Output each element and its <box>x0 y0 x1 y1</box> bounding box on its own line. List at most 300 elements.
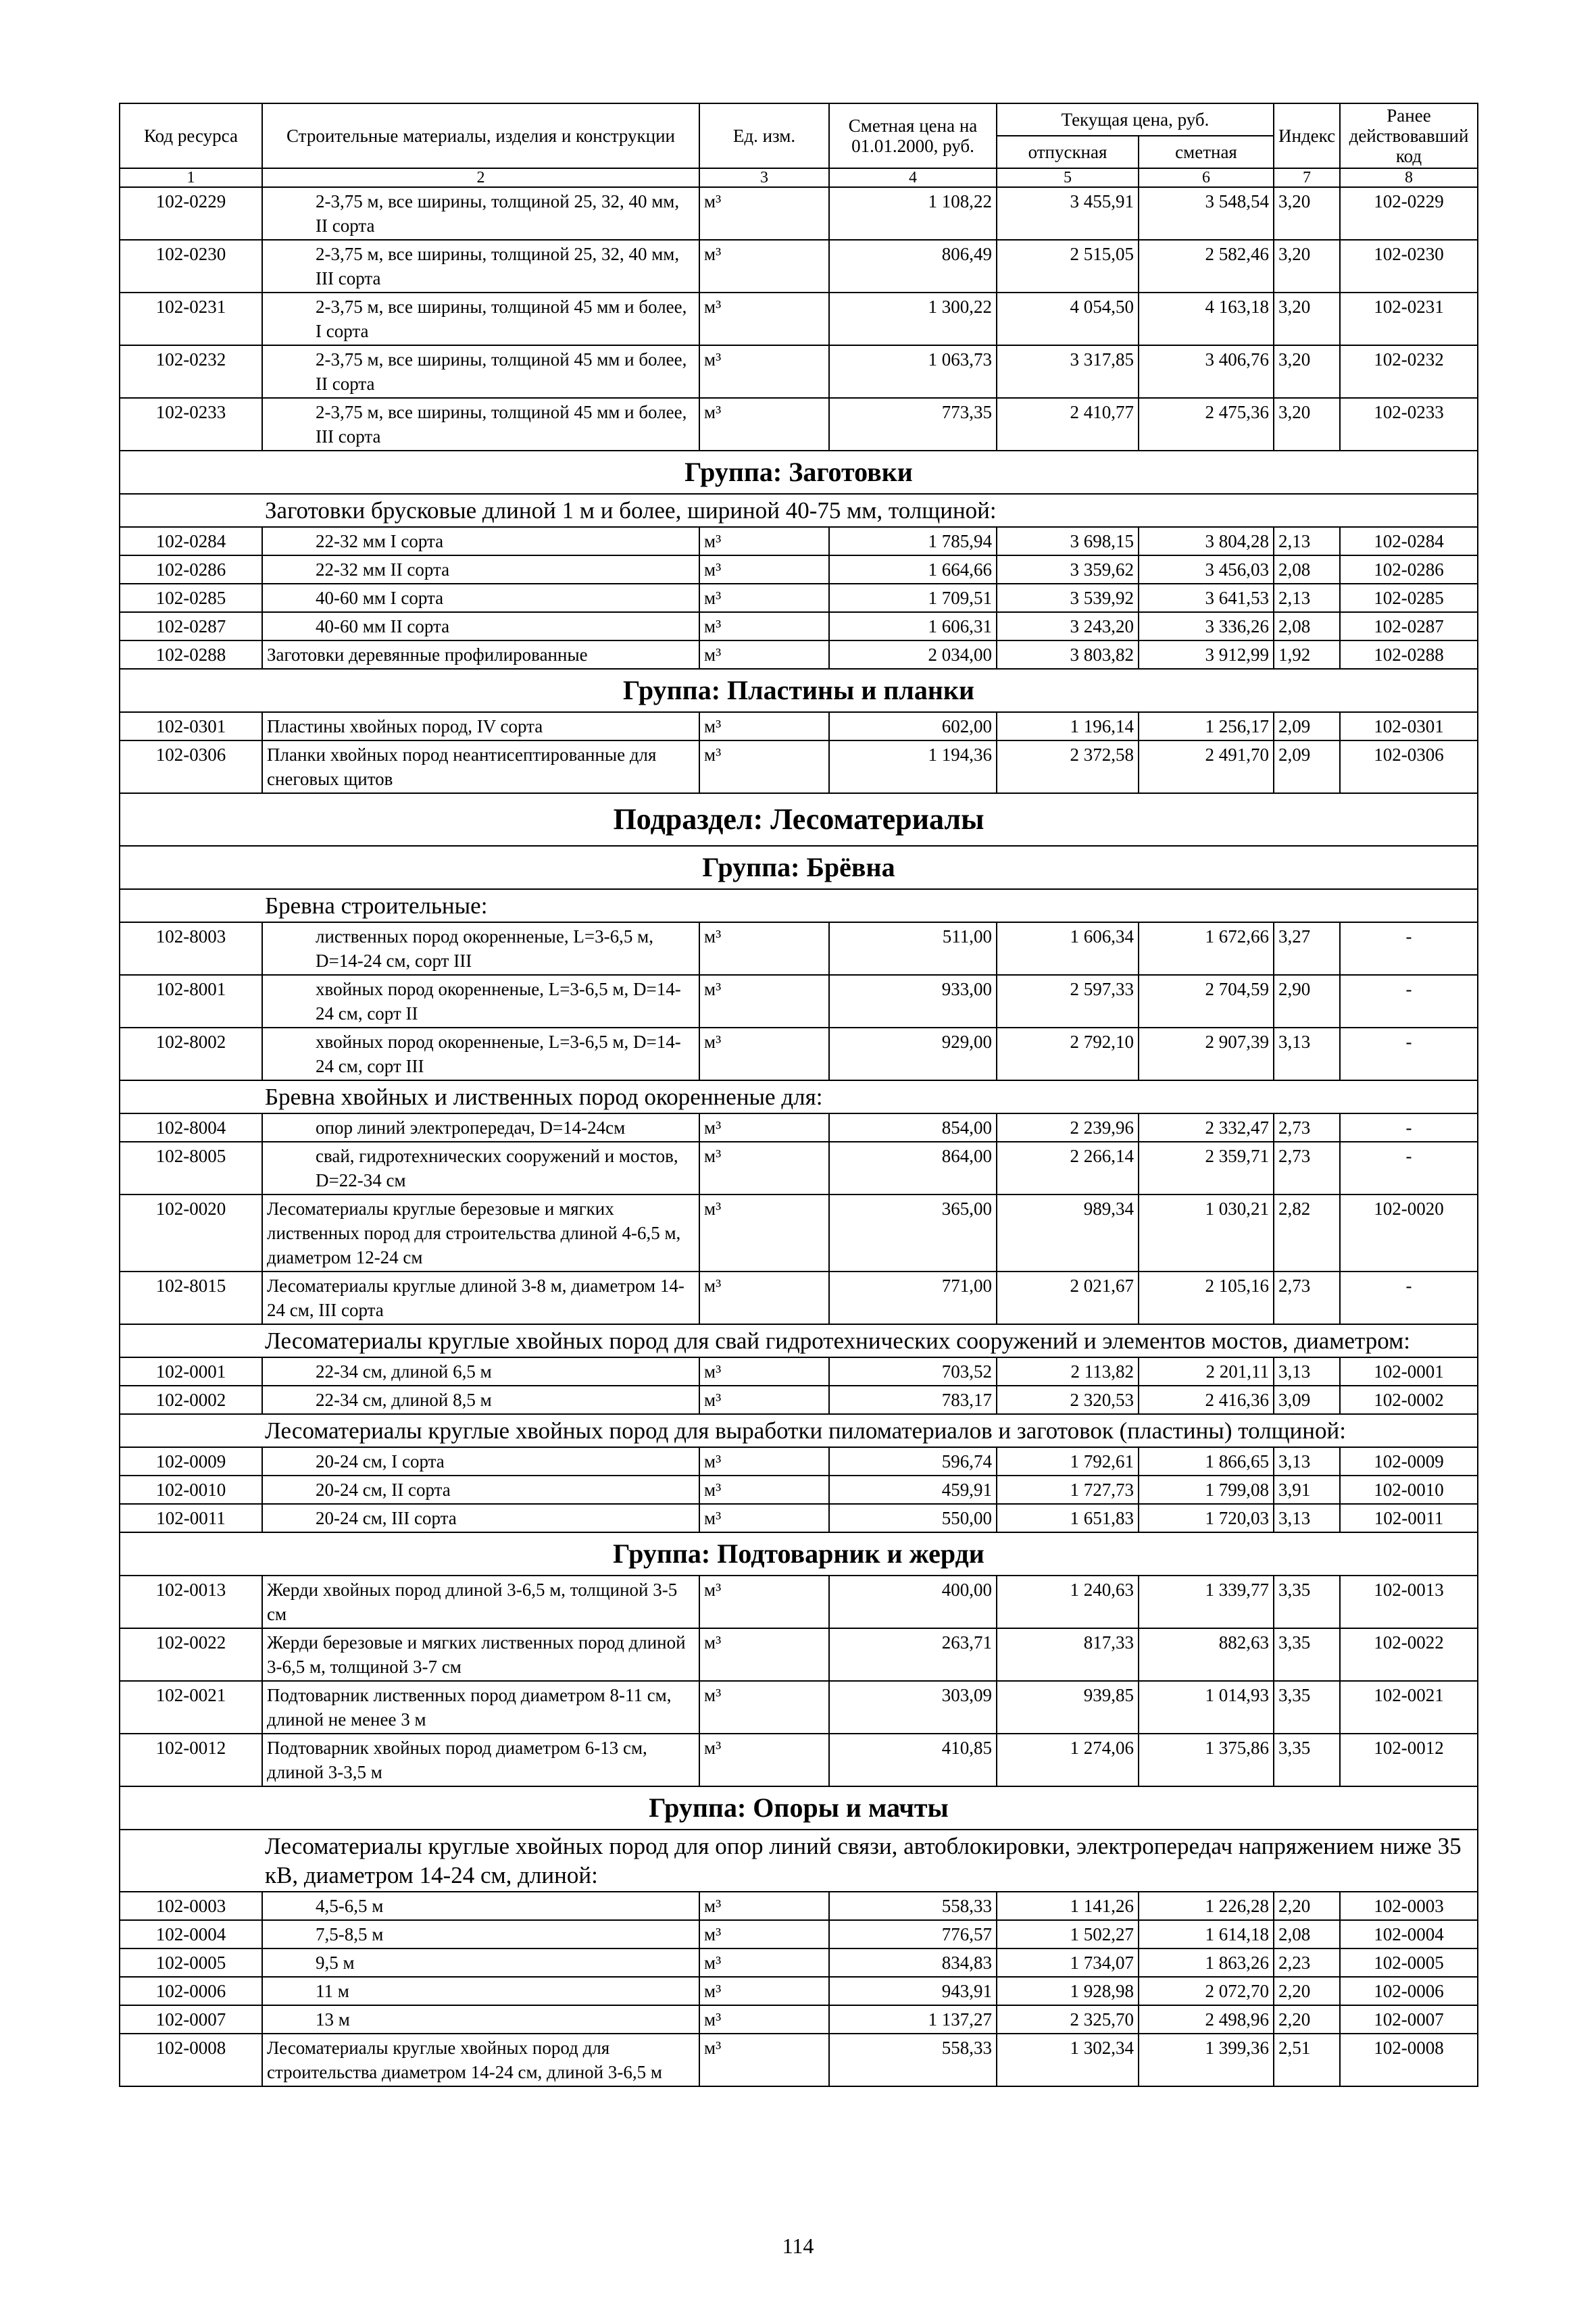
release-price: 1 928,98 <box>997 1977 1139 2005</box>
base-price: 303,09 <box>829 1681 997 1734</box>
header-base-price: Сметная цена на 01.01.2000, руб. <box>829 103 997 168</box>
base-price: 596,74 <box>829 1447 997 1476</box>
material-name <box>262 1476 699 1504</box>
group-heading: Группа: Подтоварник и жерди <box>120 1532 1478 1576</box>
estimate-price: 2 072,70 <box>1139 1977 1274 2005</box>
base-price: 1 137,27 <box>829 2005 997 2034</box>
price-index: 3,13 <box>1274 1447 1340 1476</box>
base-price: 771,00 <box>829 1272 997 1324</box>
price-index: 3,20 <box>1274 187 1340 240</box>
table-row <box>120 1977 1478 2005</box>
release-price: 1 734,07 <box>997 1948 1139 1977</box>
table-row <box>120 975 1478 1028</box>
material-name <box>262 1386 699 1414</box>
material-name-text: 4,5-6,5 м <box>316 1896 384 1916</box>
material-name <box>262 2034 699 2086</box>
unit-cell: м³ <box>699 1476 829 1504</box>
release-price: 2 515,05 <box>997 240 1139 293</box>
table-row <box>120 1734 1478 1786</box>
price-index: 3,13 <box>1274 1357 1340 1386</box>
previous-code: 102-0005 <box>1340 1948 1478 1977</box>
release-price: 1 141,26 <box>997 1892 1139 1920</box>
resource-code: 102-0013 <box>120 1576 262 1628</box>
group-heading: Группа: Опоры и мачты <box>120 1786 1478 1830</box>
table-row <box>120 1681 1478 1734</box>
table-row <box>120 1576 1478 1628</box>
base-price: 854,00 <box>829 1113 997 1142</box>
table-row <box>120 612 1478 640</box>
unit-cell: м³ <box>699 612 829 640</box>
material-name <box>262 1113 699 1142</box>
previous-code: 102-0288 <box>1340 640 1478 669</box>
estimate-price: 1 256,17 <box>1139 712 1274 740</box>
unit-cell: м³ <box>699 1734 829 1786</box>
material-name-text: 20-24 см, I сорта <box>316 1451 445 1472</box>
unit-cell: м³ <box>699 584 829 612</box>
estimate-price: 2 582,46 <box>1139 240 1274 293</box>
material-name-text: 22-34 см, длиной 6,5 м <box>316 1361 492 1382</box>
table-row <box>120 922 1478 975</box>
resource-code: 102-0002 <box>120 1386 262 1414</box>
price-index: 3,35 <box>1274 1576 1340 1628</box>
unit-cell: м³ <box>699 1447 829 1476</box>
unit-cell: м³ <box>699 1113 829 1142</box>
previous-code: 102-0001 <box>1340 1357 1478 1386</box>
material-name-text: Планки хвойных пород неантисептированные для снеговых щитов <box>267 745 657 789</box>
estimate-price: 3 912,99 <box>1139 640 1274 669</box>
estimate-price: 1 799,08 <box>1139 1476 1274 1504</box>
previous-code: 102-0020 <box>1340 1194 1478 1272</box>
price-index: 2,90 <box>1274 975 1340 1028</box>
base-price: 943,91 <box>829 1977 997 2005</box>
table-row <box>120 240 1478 293</box>
previous-code: 102-0233 <box>1340 398 1478 451</box>
material-name <box>262 712 699 740</box>
material-name <box>262 1681 699 1734</box>
material-name <box>262 1977 699 2005</box>
release-price: 4 054,50 <box>997 293 1139 345</box>
caption-text: Лесоматериалы круглые хвойных пород для опор линий связи, автоблокировки, электропередач напряжением ниже 35 кВ, диаметром 14-24 см, длиной: <box>120 1830 1478 1892</box>
unit-cell: м³ <box>699 1272 829 1324</box>
base-price: 834,83 <box>829 1948 997 1977</box>
previous-code: - <box>1340 922 1478 975</box>
group-heading-row <box>120 669 1478 712</box>
header-release-price: отпускная <box>997 136 1139 168</box>
previous-code: 102-0012 <box>1340 1734 1478 1786</box>
estimate-price: 882,63 <box>1139 1628 1274 1681</box>
material-name <box>262 1504 699 1532</box>
price-index: 2,13 <box>1274 527 1340 555</box>
material-name-text: хвойных пород окоренненые, L=3-6,5 м, D=14-24 см, сорт II <box>316 979 681 1024</box>
material-name-text: Жерди березовые и мягких лиственных пород длиной 3-6,5 м, толщиной 3-7 см <box>267 1632 686 1677</box>
unit-cell: м³ <box>699 712 829 740</box>
previous-code: 102-0287 <box>1340 612 1478 640</box>
base-price: 365,00 <box>829 1194 997 1272</box>
material-name-text: 20-24 см, III сорта <box>316 1508 457 1528</box>
table-row <box>120 740 1478 793</box>
material-name <box>262 2005 699 2034</box>
subsection-heading-row <box>120 793 1478 846</box>
resource-code: 102-0230 <box>120 240 262 293</box>
price-index: 2,08 <box>1274 1920 1340 1948</box>
caption-text: Заготовки брусковые длиной 1 м и более, шириной 40-75 мм, толщиной: <box>120 494 1478 527</box>
column-number: 7 <box>1274 168 1340 187</box>
base-price: 703,52 <box>829 1357 997 1386</box>
unit-cell: м³ <box>699 922 829 975</box>
release-price: 1 502,27 <box>997 1920 1139 1948</box>
estimate-price: 2 416,36 <box>1139 1386 1274 1414</box>
resource-code: 102-0287 <box>120 612 262 640</box>
material-name-text: 7,5-8,5 м <box>316 1924 384 1944</box>
previous-code: - <box>1340 1028 1478 1080</box>
unit-cell: м³ <box>699 1920 829 1948</box>
estimate-price: 2 491,70 <box>1139 740 1274 793</box>
unit-cell: м³ <box>699 1576 829 1628</box>
caption-row <box>120 1324 1478 1357</box>
price-index: 3,20 <box>1274 240 1340 293</box>
release-price: 1 274,06 <box>997 1734 1139 1786</box>
material-name-text: 9,5 м <box>316 1953 355 1973</box>
unit-cell: м³ <box>699 187 829 240</box>
material-name <box>262 1628 699 1681</box>
column-number: 2 <box>262 168 699 187</box>
column-number: 5 <box>997 168 1139 187</box>
base-price: 410,85 <box>829 1734 997 1786</box>
price-index: 3,20 <box>1274 398 1340 451</box>
material-name <box>262 555 699 584</box>
estimate-price: 2 332,47 <box>1139 1113 1274 1142</box>
resource-code: 102-0004 <box>120 1920 262 1948</box>
release-price: 3 698,15 <box>997 527 1139 555</box>
release-price: 1 240,63 <box>997 1576 1139 1628</box>
resource-code: 102-0285 <box>120 584 262 612</box>
base-price: 550,00 <box>829 1504 997 1532</box>
previous-code: 102-0010 <box>1340 1476 1478 1504</box>
material-name-text: 22-32 мм II сорта <box>316 559 450 580</box>
previous-code: 102-0230 <box>1340 240 1478 293</box>
table-row <box>120 1948 1478 1977</box>
estimate-price: 3 456,03 <box>1139 555 1274 584</box>
table-row <box>120 293 1478 345</box>
material-name <box>262 527 699 555</box>
estimate-price: 1 030,21 <box>1139 1194 1274 1272</box>
resource-code: 102-8003 <box>120 922 262 975</box>
material-name-text: 2-3,75 м, все ширины, толщиной 45 мм и более, III сорта <box>316 402 687 447</box>
material-name-text: 20-24 см, II сорта <box>316 1480 451 1500</box>
price-index: 3,13 <box>1274 1028 1340 1080</box>
release-price: 2 597,33 <box>997 975 1139 1028</box>
price-index: 2,73 <box>1274 1113 1340 1142</box>
material-name-text: опор линий электропередач, D=14-24см <box>316 1117 626 1138</box>
material-name <box>262 1948 699 1977</box>
estimate-price: 3 641,53 <box>1139 584 1274 612</box>
material-name <box>262 922 699 975</box>
price-index: 2,09 <box>1274 712 1340 740</box>
group-heading: Группа: Заготовки <box>120 451 1478 494</box>
estimate-price: 1 672,66 <box>1139 922 1274 975</box>
header-name: Строительные материалы, изделия и конструкции <box>262 103 699 168</box>
previous-code: 102-0286 <box>1340 555 1478 584</box>
material-name-text: 22-34 см, длиной 8,5 м <box>316 1390 492 1410</box>
previous-code: 102-0006 <box>1340 1977 1478 2005</box>
resource-code: 102-0286 <box>120 555 262 584</box>
base-price: 1 108,22 <box>829 187 997 240</box>
header-estimate-price: сметная <box>1139 136 1274 168</box>
material-name <box>262 975 699 1028</box>
previous-code: 102-0008 <box>1340 2034 1478 2086</box>
price-index: 2,73 <box>1274 1272 1340 1324</box>
resource-code: 102-0288 <box>120 640 262 669</box>
table-row <box>120 584 1478 612</box>
previous-code: 102-0003 <box>1340 1892 1478 1920</box>
base-price: 783,17 <box>829 1386 997 1414</box>
release-price: 989,34 <box>997 1194 1139 1272</box>
price-index: 3,20 <box>1274 293 1340 345</box>
release-price: 1 651,83 <box>997 1504 1139 1532</box>
release-price: 2 410,77 <box>997 398 1139 451</box>
estimate-price: 2 201,11 <box>1139 1357 1274 1386</box>
price-index: 3,35 <box>1274 1681 1340 1734</box>
resource-code: 102-8002 <box>120 1028 262 1080</box>
resource-code: 102-8004 <box>120 1113 262 1142</box>
release-price: 2 113,82 <box>997 1357 1139 1386</box>
estimate-price: 1 375,86 <box>1139 1734 1274 1786</box>
table-row <box>120 398 1478 451</box>
table-row <box>120 1920 1478 1948</box>
previous-code: 102-0301 <box>1340 712 1478 740</box>
caption-text: Бревна строительные: <box>120 889 1478 922</box>
group-heading-row <box>120 1532 1478 1576</box>
column-number: 1 <box>120 168 262 187</box>
table-row <box>120 1272 1478 1324</box>
unit-cell: м³ <box>699 1142 829 1194</box>
estimate-price: 1 014,93 <box>1139 1681 1274 1734</box>
estimate-price: 3 548,54 <box>1139 187 1274 240</box>
previous-code: 102-0002 <box>1340 1386 1478 1414</box>
material-name-text: Подтоварник хвойных пород диаметром 6-13 см, длиной 3-3,5 м <box>267 1738 647 1782</box>
price-index: 2,20 <box>1274 2005 1340 2034</box>
resource-code: 102-0231 <box>120 293 262 345</box>
caption-text: Лесоматериалы круглые хвойных пород для свай гидротехнических сооружений и элементов мостов, диаметром: <box>120 1324 1478 1357</box>
release-price: 2 372,58 <box>997 740 1139 793</box>
resource-code: 102-0005 <box>120 1948 262 1977</box>
resource-code: 102-0001 <box>120 1357 262 1386</box>
resource-code: 102-0301 <box>120 712 262 740</box>
material-name <box>262 640 699 669</box>
table-row <box>120 187 1478 240</box>
table-row <box>120 1357 1478 1386</box>
price-index: 2,20 <box>1274 1892 1340 1920</box>
unit-cell: м³ <box>699 1628 829 1681</box>
resource-code: 102-0232 <box>120 345 262 398</box>
caption-row <box>120 1414 1478 1447</box>
estimate-price: 1 226,28 <box>1139 1892 1274 1920</box>
previous-code: - <box>1340 1113 1478 1142</box>
material-name-text: Лесоматериалы круглые березовые и мягких лиственных пород для строительства длиной 4-6,5 м, диаметром 12-24 см <box>267 1199 681 1267</box>
release-price: 817,33 <box>997 1628 1139 1681</box>
header-prev-code: Ранее действовавший код <box>1340 103 1478 168</box>
caption-row <box>120 494 1478 527</box>
unit-cell: м³ <box>699 975 829 1028</box>
estimate-price: 2 105,16 <box>1139 1272 1274 1324</box>
material-name <box>262 1447 699 1476</box>
base-price: 1 063,73 <box>829 345 997 398</box>
release-price: 3 539,92 <box>997 584 1139 612</box>
price-index: 3,13 <box>1274 1504 1340 1532</box>
price-index: 2,23 <box>1274 1948 1340 1977</box>
base-price: 933,00 <box>829 975 997 1028</box>
price-index: 1,92 <box>1274 640 1340 669</box>
resource-code: 102-0007 <box>120 2005 262 2034</box>
table-row <box>120 345 1478 398</box>
unit-cell: м³ <box>699 345 829 398</box>
unit-cell: м³ <box>699 1948 829 1977</box>
price-index: 2,82 <box>1274 1194 1340 1272</box>
base-price: 1 709,51 <box>829 584 997 612</box>
estimate-price: 2 475,36 <box>1139 398 1274 451</box>
material-name <box>262 1194 699 1272</box>
estimate-price: 1 863,26 <box>1139 1948 1274 1977</box>
previous-code: 102-0004 <box>1340 1920 1478 1948</box>
table-row <box>120 1504 1478 1532</box>
material-name-text: 40-60 мм I сорта <box>316 588 444 608</box>
unit-cell: м³ <box>699 740 829 793</box>
base-price: 2 034,00 <box>829 640 997 669</box>
material-name-text: 2-3,75 м, все ширины, толщиной 25, 32, 40 мм, II сорта <box>316 191 680 236</box>
table-row <box>120 1386 1478 1414</box>
unit-cell: м³ <box>699 1194 829 1272</box>
header-current-price: Текущая цена, руб. <box>997 103 1274 136</box>
previous-code: - <box>1340 1142 1478 1194</box>
material-name <box>262 1920 699 1948</box>
previous-code: 102-0009 <box>1340 1447 1478 1476</box>
material-name-text: 2-3,75 м, все ширины, толщиной 25, 32, 40 мм, III сорта <box>316 244 680 288</box>
estimate-price: 3 406,76 <box>1139 345 1274 398</box>
material-name-text: Лесоматериалы круглые длиной 3-8 м, диаметром 14-24 см, III сорта <box>267 1276 684 1320</box>
unit-cell: м³ <box>699 1892 829 1920</box>
table-row <box>120 1142 1478 1194</box>
material-name-text: Заготовки деревянные профилированные <box>267 645 588 665</box>
release-price: 2 320,53 <box>997 1386 1139 1414</box>
caption-text: Лесоматериалы круглые хвойных пород для выработки пиломатериалов и заготовок (пластины) толщиной: <box>120 1414 1478 1447</box>
estimate-price: 3 336,26 <box>1139 612 1274 640</box>
header-code: Код ресурса <box>120 103 262 168</box>
material-name <box>262 1357 699 1386</box>
release-price: 1 302,34 <box>997 2034 1139 2086</box>
material-name <box>262 1892 699 1920</box>
resource-code: 102-8015 <box>120 1272 262 1324</box>
group-heading: Группа: Пластины и планки <box>120 669 1478 712</box>
material-name-text: 13 м <box>316 2009 350 2030</box>
resource-code: 102-0008 <box>120 2034 262 2086</box>
base-price: 400,00 <box>829 1576 997 1628</box>
release-price: 2 239,96 <box>997 1113 1139 1142</box>
base-price: 864,00 <box>829 1142 997 1194</box>
base-price: 1 194,36 <box>829 740 997 793</box>
price-index: 2,51 <box>1274 2034 1340 2086</box>
previous-code: 102-0011 <box>1340 1504 1478 1532</box>
material-name-text: Лесоматериалы круглые хвойных пород для строительства диаметром 14-24 см, длиной 3-6,5 м <box>267 2038 662 2082</box>
caption-text: Бревна хвойных и лиственных пород окоренненые для: <box>120 1080 1478 1113</box>
material-name <box>262 398 699 451</box>
unit-cell: м³ <box>699 398 829 451</box>
table-row <box>120 1892 1478 1920</box>
price-index: 3,35 <box>1274 1628 1340 1681</box>
caption-row <box>120 1080 1478 1113</box>
material-name <box>262 1734 699 1786</box>
unit-cell: м³ <box>699 527 829 555</box>
resource-code: 102-0021 <box>120 1681 262 1734</box>
unit-cell: м³ <box>699 640 829 669</box>
table-row <box>120 2005 1478 2034</box>
material-name-text: лиственных пород окоренненые, L=3-6,5 м, D=14-24 см, сорт III <box>316 926 653 971</box>
material-name-text: Пластины хвойных пород, IV сорта <box>267 716 543 736</box>
price-index: 3,35 <box>1274 1734 1340 1786</box>
table-row <box>120 1194 1478 1272</box>
column-number: 6 <box>1139 168 1274 187</box>
previous-code: - <box>1340 1272 1478 1324</box>
base-price: 459,91 <box>829 1476 997 1504</box>
material-name <box>262 740 699 793</box>
material-name-text: хвойных пород окоренненые, L=3-6,5 м, D=14-24 см, сорт III <box>316 1032 681 1076</box>
material-name-text: 40-60 мм II сорта <box>316 616 450 636</box>
material-name-text: Жерди хвойных пород длиной 3-6,5 м, толщиной 3-5 см <box>267 1580 678 1624</box>
base-price: 1 300,22 <box>829 293 997 345</box>
table-row <box>120 555 1478 584</box>
caption-row <box>120 1830 1478 1892</box>
base-price: 1 664,66 <box>829 555 997 584</box>
resource-code: 102-0003 <box>120 1892 262 1920</box>
previous-code: 102-0022 <box>1340 1628 1478 1681</box>
resource-code: 102-0022 <box>120 1628 262 1681</box>
price-index: 3,91 <box>1274 1476 1340 1504</box>
material-name-text: 22-32 мм I сорта <box>316 531 444 551</box>
unit-cell: м³ <box>699 2005 829 2034</box>
header-unit: Ед. изм. <box>699 103 829 168</box>
group-heading-row <box>120 1786 1478 1830</box>
estimate-price: 2 359,71 <box>1139 1142 1274 1194</box>
material-name <box>262 345 699 398</box>
table-row <box>120 2034 1478 2086</box>
estimate-price: 3 804,28 <box>1139 527 1274 555</box>
unit-cell: м³ <box>699 1681 829 1734</box>
release-price: 3 359,62 <box>997 555 1139 584</box>
base-price: 602,00 <box>829 712 997 740</box>
price-index: 2,13 <box>1274 584 1340 612</box>
price-index: 2,09 <box>1274 740 1340 793</box>
resource-code: 102-0229 <box>120 187 262 240</box>
material-name <box>262 584 699 612</box>
group-heading: Группа: Брёвна <box>120 846 1478 889</box>
release-price: 3 803,82 <box>997 640 1139 669</box>
column-number: 8 <box>1340 168 1478 187</box>
resource-code: 102-8001 <box>120 975 262 1028</box>
unit-cell: м³ <box>699 1028 829 1080</box>
price-index: 3,20 <box>1274 345 1340 398</box>
header-index: Индекс <box>1274 103 1340 168</box>
table-row <box>120 1628 1478 1681</box>
material-name <box>262 187 699 240</box>
subsection-heading: Подраздел: Лесоматериалы <box>120 793 1478 846</box>
table-body <box>120 187 1478 2086</box>
previous-code: 102-0232 <box>1340 345 1478 398</box>
material-name-text: свай, гидротехнических сооружений и мостов, D=22-34 см <box>316 1146 678 1190</box>
release-price: 2 266,14 <box>997 1142 1139 1194</box>
release-price: 3 317,85 <box>997 345 1139 398</box>
resource-code: 102-0233 <box>120 398 262 451</box>
estimate-price: 1 399,36 <box>1139 2034 1274 2086</box>
table-row <box>120 1447 1478 1476</box>
